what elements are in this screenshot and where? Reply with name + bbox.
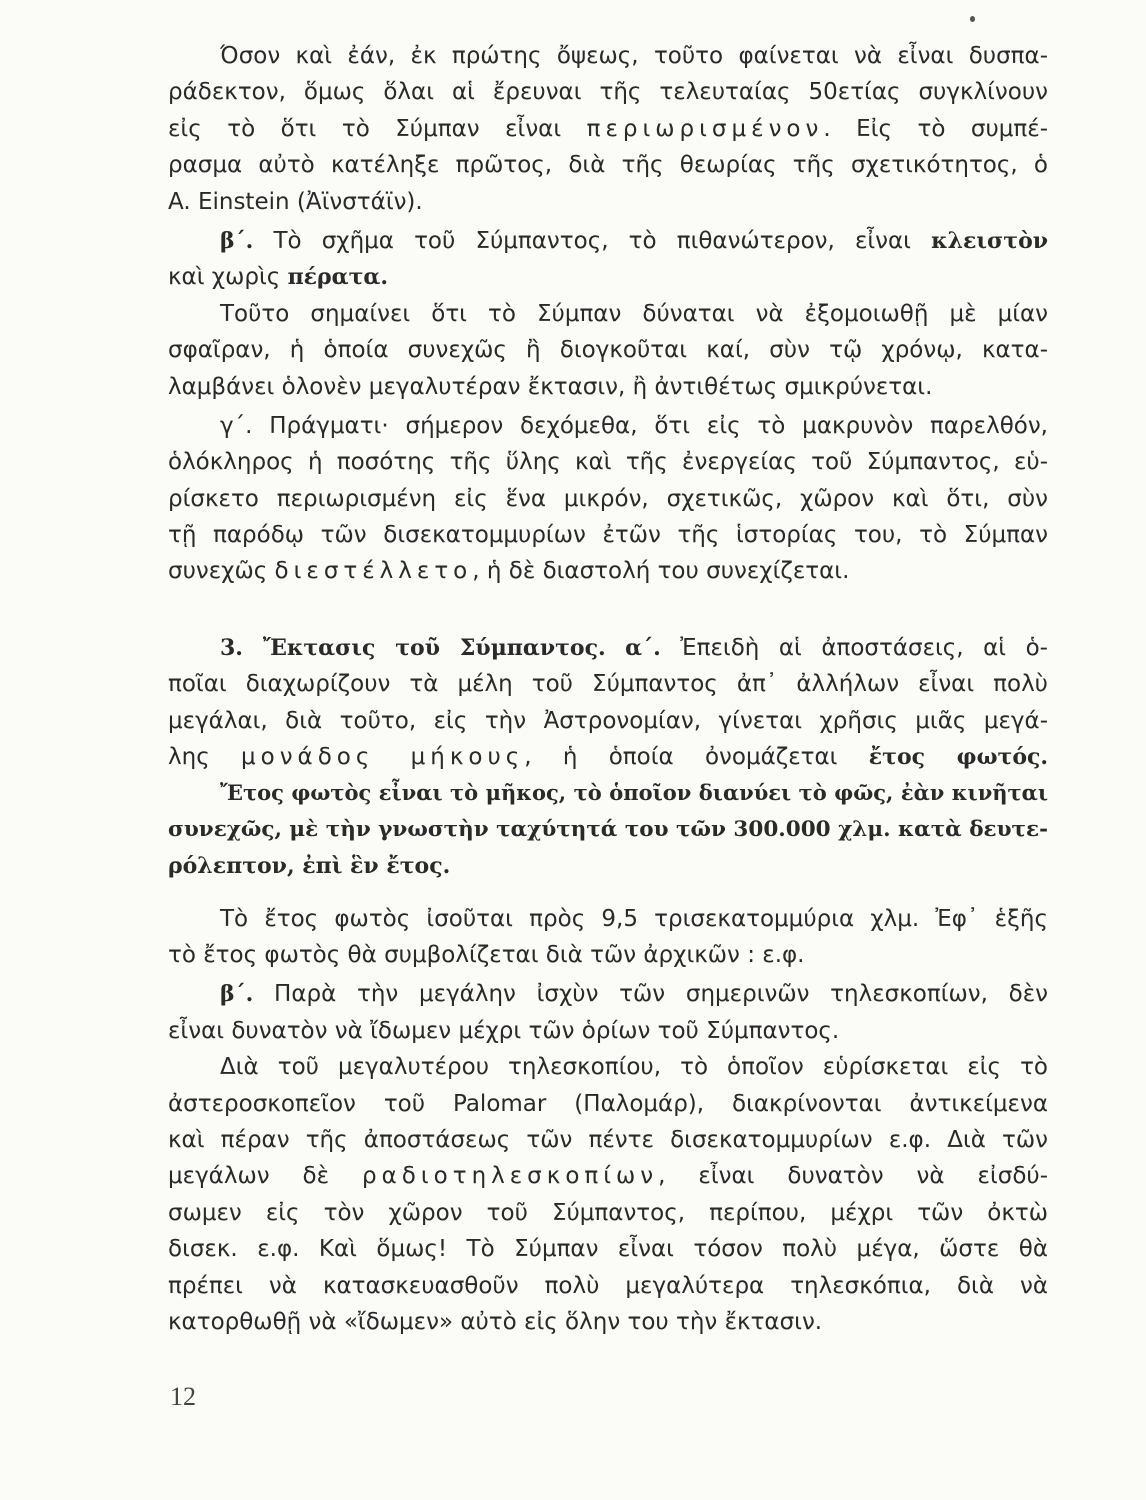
text-span: καὶ χωρὶς	[168, 264, 281, 291]
text-span: Παρὰ τὴν μεγάλην ἰσχὺν τῶν σημερινῶν τηλεσκοπίων, δὲν	[274, 981, 1048, 1008]
bold-term: ἔτος φωτός.	[868, 744, 1049, 771]
definition-line	[168, 775, 1048, 811]
text-span: ἀστεροσκοπεῖον τοῦ Palomar (Παλομάρ), διακρίνονται ἀντικείμενα	[168, 1090, 1048, 1117]
text-span: καὶ πέραν τῆς ἀποστάσεως τῶν πέντε δισεκατομμυρίων ε.φ. Διὰ τῶν	[168, 1126, 1048, 1153]
text-line	[168, 1231, 1048, 1267]
text-line	[168, 184, 1048, 220]
text-line	[168, 666, 1048, 702]
text-line	[168, 1013, 1048, 1049]
text-line	[168, 630, 1048, 666]
text-span: ποῖαι διαχωρίζουν τὰ μέλη τοῦ Σύμπαντος ἀπ᾽ ἀλλήλων εἶναι πολὺ	[168, 671, 1048, 698]
text-line	[168, 1158, 1048, 1194]
text-span: A. Einstein (Ἀϊνστάϊν).	[168, 188, 423, 215]
text-line	[168, 1049, 1048, 1085]
text-span: μεγάλων δὲ	[168, 1163, 330, 1190]
text-span: γ΄. Πράγματι· σήμερον δεχόμεθα, ὅτι εἰς τὸ μακρυνὸν παρελθόν,	[220, 412, 1048, 439]
spaced-emphasis: περιωρισμένον	[586, 115, 824, 142]
definition-line	[168, 848, 1048, 884]
spaced-emphasis: διεστέλλετο	[274, 558, 473, 585]
text-span: λης	[168, 744, 210, 771]
spaced-emphasis: μονάδος μήκους	[240, 744, 525, 771]
text-line	[168, 38, 1048, 74]
text-line	[168, 259, 1048, 295]
text-line	[168, 296, 1048, 332]
point-marker: β΄.	[220, 227, 254, 254]
spaced-emphasis: ραδιοτηλεσκοπίων	[362, 1163, 659, 1190]
text-line	[168, 553, 1048, 589]
text-line	[168, 517, 1048, 553]
text-span: τῇ παρόδῳ τῶν δισεκατομμυρίων ἐτῶν τῆς ἱστορίας του, τὸ Σύμπαν	[168, 522, 1048, 549]
text-line	[168, 1086, 1048, 1122]
text-line	[168, 408, 1048, 444]
text-line	[168, 369, 1048, 405]
text-span: συνεχῶς, μὲ τὴν γνωστὴν ταχύτητά του τῶν 300.000 χλμ. κατὰ δευτε-	[168, 816, 1048, 842]
text-span: σφαῖραν, ἡ ὁποία συνεχῶς ἢ διογκοῦται καί, σὺν τῷ χρόνῳ, κατα-	[168, 337, 1048, 364]
text-line	[168, 976, 1048, 1012]
text-line	[168, 147, 1048, 183]
text-span: . Εἰς τὸ συμπέ-	[823, 115, 1048, 142]
text-line	[168, 1268, 1048, 1304]
text-span: τὸ ἔτος φωτὸς θὰ συμβολίζεται διὰ τῶν ἀρχικῶν : ε.φ.	[168, 941, 805, 968]
text-line	[168, 332, 1048, 368]
text-span: σωμεν εἰς τὸν χῶρον τοῦ Σύμπαντος, περίπου, μέχρι τῶν ὀκτὼ	[168, 1199, 1048, 1226]
text-line	[168, 937, 1048, 973]
text-span: , εἶναι δυνατὸν νὰ εἰσδύ-	[658, 1163, 1049, 1190]
text-span: ρόλεπτον, ἐπὶ ἓν ἔτος.	[168, 853, 451, 880]
text-span: ρασμα αὐτὸ κατέληξε πρῶτος, διὰ τῆς θεωρίας τῆς σχετικότητος, ὁ	[168, 152, 1048, 179]
ink-speck	[970, 16, 975, 22]
text-span: εἰς τὸ ὅτι τὸ Σύμπαν εἶναι	[168, 115, 562, 142]
text-span: Όσον καὶ ἐάν, ἐκ πρώτης ὄψεως, τοῦτο φαίνεται νὰ εἶναι δυσπα-	[220, 43, 1048, 69]
document-page	[168, 38, 1048, 1340]
text-span: μεγάλαι, διὰ τοῦτο, εἰς τὴν Ἀστρονομίαν, γίνεται χρῆσις μιᾶς μεγά-	[168, 707, 1048, 734]
text-span: ράδεκτον, ὅμως ὅλαι αἱ ἔρευναι τῆς τελευταίας 50ετίας συγκλίνουν	[168, 79, 1048, 106]
text-line	[168, 111, 1048, 147]
definition-line	[168, 812, 1048, 848]
bold-term: κλειστὸν	[931, 227, 1049, 254]
text-span: Τοῦτο σημαίνει ὅτι τὸ Σύμπαν δύναται νὰ ἐξομοιωθῇ μὲ μίαν	[220, 300, 1048, 327]
text-span: πρέπει νὰ κατασκευασθοῦν πολὺ μεγαλύτερα τηλεσκόπια, διὰ νὰ	[168, 1272, 1048, 1299]
text-line	[168, 1122, 1048, 1158]
text-span: συνεχῶς	[168, 558, 268, 585]
text-span: Διὰ τοῦ μεγαλυτέρου τηλεσκοπίου, τὸ ὁποῖον εὑρίσκεται εἰς τὸ	[220, 1054, 1048, 1081]
text-span: Τὸ ἔτος φωτὸς ἰσοῦται πρὸς 9,5 τρισεκατομμύρια χλμ. Ἐφ᾽ ἑξῆς	[220, 905, 1048, 932]
text-line	[168, 1195, 1048, 1231]
text-span: , ἡ ὁποία ὀνομάζεται	[524, 744, 838, 771]
text-span: ὁλόκληρος ἡ ποσότης τῆς ὕλης καὶ τῆς ἐνεργείας τοῦ Σύμπαντος, εὑ-	[168, 449, 1048, 476]
text-line	[168, 739, 1048, 775]
text-span: εἶναι δυνατὸν νὰ ἴδωμεν μέχρι τῶν ὁρίων τοῦ Σύμπαντος.	[168, 1017, 840, 1044]
point-marker: α΄.	[625, 634, 661, 661]
text-span: λαμβάνει ὁλονὲν μεγαλυτέραν ἔκτασιν, ἢ ἀντιθέτως σμικρύνεται.	[168, 373, 933, 400]
text-span: , ἡ δὲ διαστολή του συνεχίζεται.	[472, 558, 850, 585]
text-line	[168, 901, 1048, 937]
text-line	[168, 481, 1048, 517]
text-line	[168, 703, 1048, 739]
text-span: κατορθωθῇ νὰ «ἴδωμεν» αὐτὸ εἰς ὅλην του τὴν ἔκτασιν.	[168, 1308, 823, 1335]
text-line	[168, 223, 1048, 259]
text-span: ρίσκετο περιωρισμένη εἰς ἕνα μικρόν, σχετικῶς, χῶρον καὶ ὅτι, σὺν	[168, 485, 1048, 512]
text-line	[168, 1304, 1048, 1340]
page-number: 12	[170, 1382, 196, 1411]
text-span: Ἐπειδὴ αἱ ἀποστάσεις, αἱ ὁ-	[680, 634, 1048, 661]
text-span: δισεκ. ε.φ. Καὶ ὅμως! Τὸ Σύμπαν εἶναι τόσον πολὺ μέγα, ὥστε θὰ	[168, 1236, 1048, 1263]
text-line	[168, 74, 1048, 110]
text-line	[168, 444, 1048, 480]
text-span: Ἔτος φωτὸς εἶναι τὸ μῆκος, τὸ ὁποῖον διανύει τὸ φῶς, ἐὰν κινῆται	[220, 780, 1048, 806]
section-heading: 3. Ἔκτασις τοῦ Σύμπαντος.	[220, 634, 606, 661]
bold-term: πέρατα.	[287, 264, 388, 291]
point-marker: β΄.	[220, 981, 254, 1008]
text-span: Τὸ σχῆμα τοῦ Σύμπαντος, τὸ πιθανώτερον, εἶναι	[273, 227, 911, 254]
